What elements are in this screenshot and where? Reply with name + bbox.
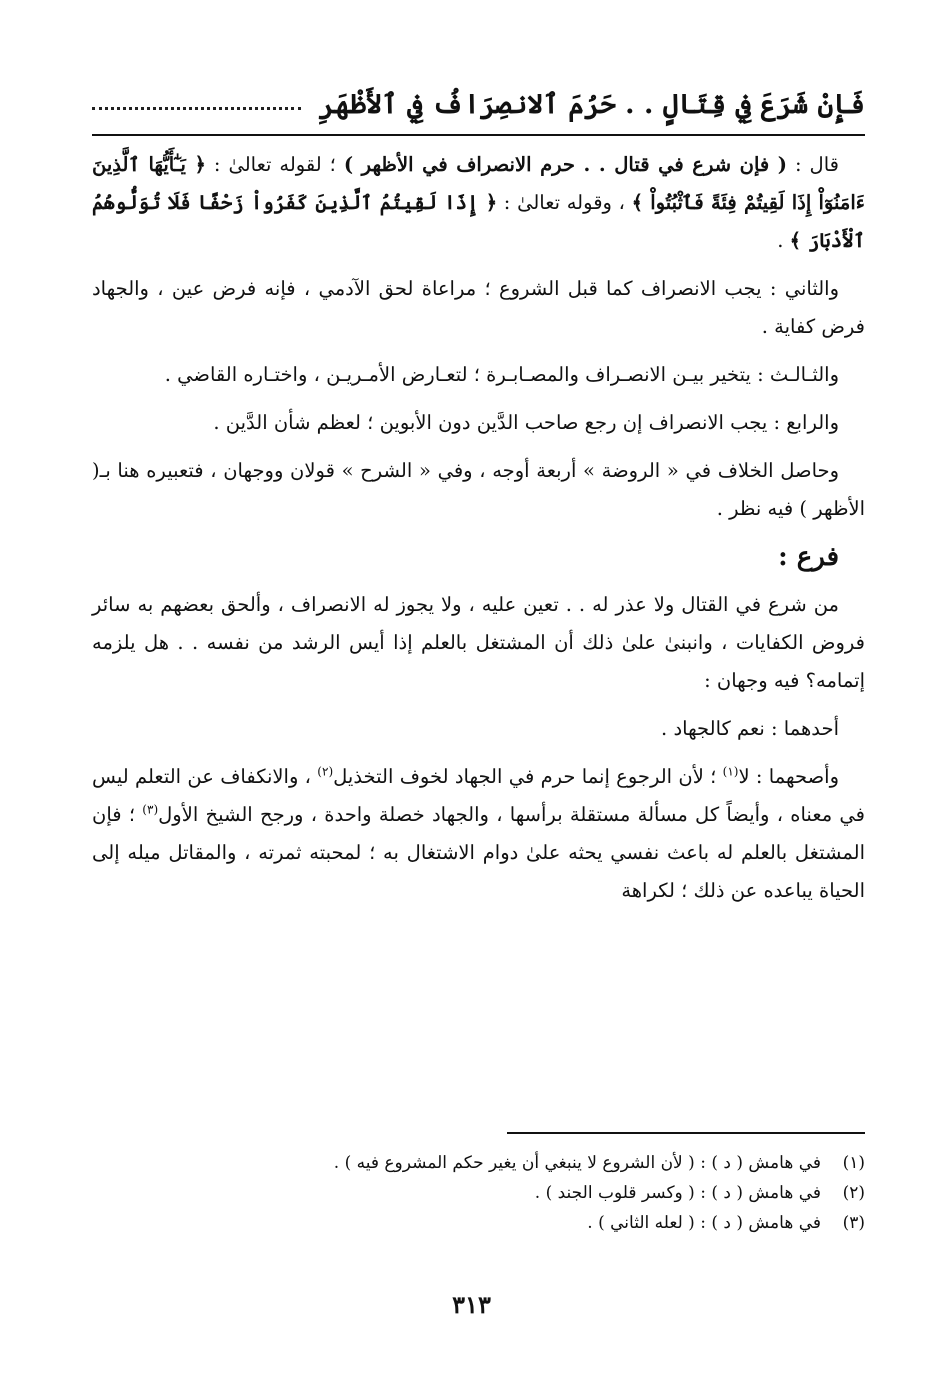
paragraph-7: أحدهما : نعم كالجهاد . — [661, 717, 839, 740]
footnote-text: في هامش ( د ) : ( لأن الشروع لا ينبغي أن يغير حكم المشروع فيه ) . — [333, 1153, 821, 1173]
section-heading: فرع : — [778, 542, 839, 572]
paragraph-6: من شرع في القتال ولا عذر له . . تعين عليه ، ولا يجوز له الانصراف ، وألحق بعضهم به سائر فروض الكفايات ، وانبنىٰ علىٰ ذلك أن المشتغل بالعلم إذا أيس الرشد من نفسه . . هل يلزمه إتمامه؟ فيه وجهان : — [92, 593, 865, 692]
footnote-number: (١) — [842, 1153, 865, 1173]
footnote-text: في هامش ( د ) : ( لعله الثاني ) . — [587, 1213, 821, 1233]
header-rule — [92, 134, 865, 136]
main-text — [92, 146, 865, 920]
quran-verse-1: ﴿ يَـٰٓأَيُّهَا ٱلَّذِينَ ءَامَنُوٓاْ إِذَا لَقِيتُمْ فِئَةً فَٱثْبُتُواْ ﴾ — [92, 153, 865, 214]
running-header — [92, 72, 865, 120]
paragraph-5: وحاصل الخلاف في « الروضة » أربعة أوجه ، وفي « الشرح » قولان ووجهان ، فتعبيره هنا بـ( الأظهر ) فيه نظر . — [92, 459, 865, 520]
footnote-rule — [507, 1132, 865, 1134]
paragraph-3: والثـالـث : يتخير بيـن الانصـراف والمصـابـرة ؛ لتعـارض الأمـريـن ، واختـاره القاضي . — [164, 363, 839, 386]
paragraph-8: وأصحهما : لا$^{(١)}$ ؛ لأن الرجوع إنما حرم في الجهاد لخوف التخذيل$^{(٢)}$ ، والانكفاف عن التعلم ليس في معناه ، وأيضاً كل مسألة مستقلة برأسها ، والجهاد خصلة واحدة ، ورجح الشيخ الأول$^{(٣)}$ ؛ فإن المشتغل بالعلم له باعث نفسي يحثه علىٰ دوام الاشتغال به ؛ لمحبته ثمرته ، والمقاتل ميله إلى الحياة يباعده عن ذلك ؛ لكراهة — [92, 764, 865, 902]
footnote-ref-2: (٢) — [317, 764, 334, 779]
page-number: ٣١٣ — [452, 1290, 491, 1319]
quoted-matn: ( فإن شرع في قتال . . حرم الانصراف في الأظهر ) — [343, 153, 788, 176]
paragraph-1: قال : ( فإن شرع في قتال . . حرم الانصراف في الأظهر ) ؛ لقوله تعالىٰ : ﴿ يَـٰٓأَيُّهَا ٱلَّذِينَ ءَامَنُوٓاْ إِذَا لَقِيتُمْ فِئَةً فَٱثْبُتُواْ ﴾ ، وقوله تعالىٰ : ﴿ إِذَا لَقِيتُمُ ٱلَّذِينَ كَفَرُواْ زَحْفًا فَلَا تُوَلُّوهُمُ ٱلْأَدْبَارَ ﴾ . — [92, 153, 865, 252]
footnote-ref-3: (٣) — [142, 802, 159, 817]
paragraph-2: والثاني : يجب الانصراف كما قبل الشروع ؛ مراعاة لحق الآدمي ، فإنه فرض عين ، والجهاد فرض كفاية . — [92, 277, 865, 338]
dotted-leader — [92, 107, 301, 110]
footnote-text: في هامش ( د ) : ( وكسر قلوب الجند ) . — [534, 1183, 821, 1203]
quran-verse-2: ﴿ إِذَا لَقِيتُمُ ٱلَّذِينَ كَفَرُواْ زَحْفًا فَلَا تُوَلُّوهُمُ ٱلْأَدْبَارَ ﴾ — [92, 191, 865, 252]
footnotes — [92, 1148, 865, 1238]
running-header-title: فَإِنْ شَرَعَ فِي قِتَالٍ . . حَرُمَ ٱلانصِرَافُ فِي ٱلأَظْهَرِ — [318, 89, 865, 120]
footnote-ref-1: (١) — [722, 764, 739, 779]
footnote-1 — [92, 1148, 865, 1178]
footnote-number: (٣) — [842, 1213, 865, 1233]
footnote-3 — [92, 1208, 865, 1238]
paragraph-4: والرابع : يجب الانصراف إن رجع صاحب الدَّين دون الأبوين ؛ لعظم شأن الدَّين . — [213, 411, 839, 434]
footnote-2 — [92, 1178, 865, 1208]
footnote-number: (٢) — [842, 1183, 865, 1203]
